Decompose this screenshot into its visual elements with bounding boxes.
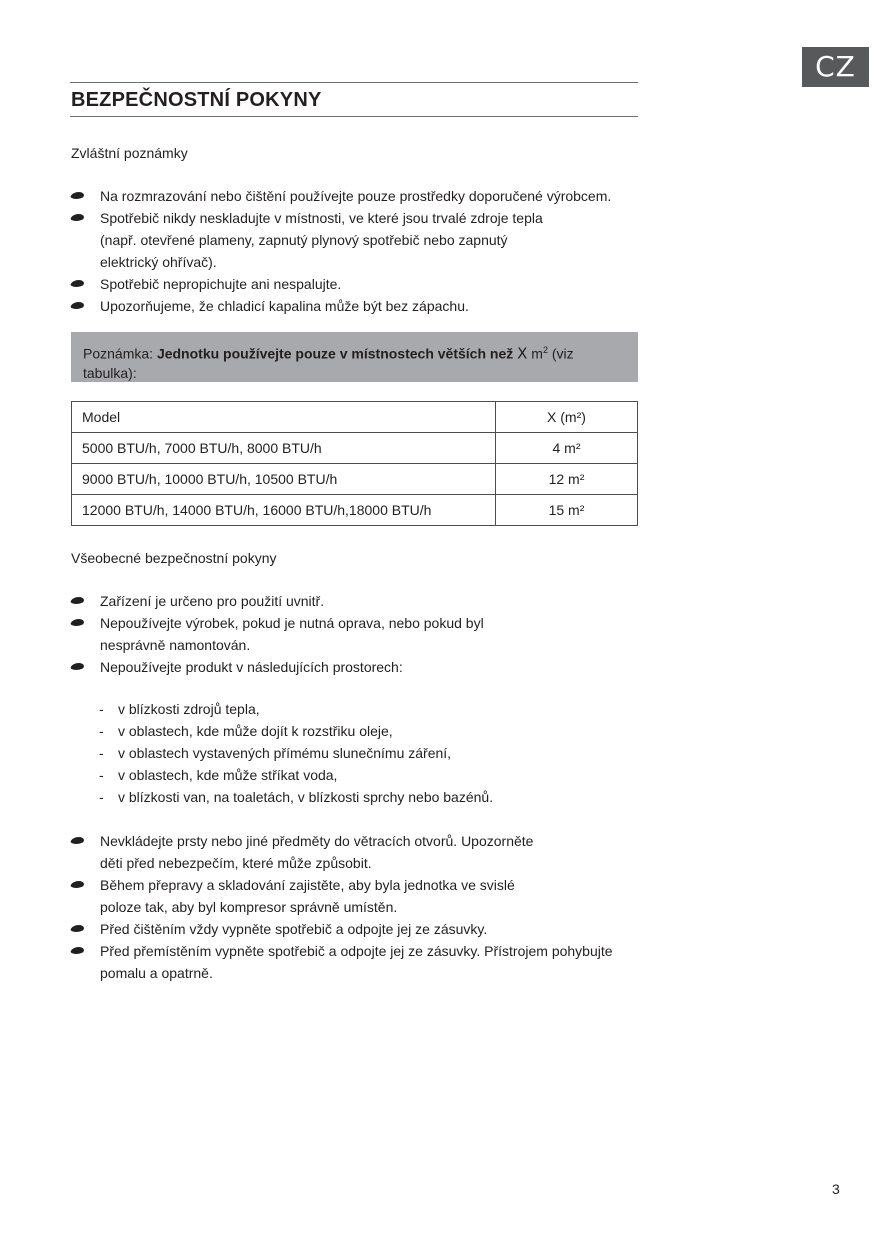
special-notes-heading: Zvláštní poznámky	[71, 145, 188, 161]
bullet-icon	[70, 280, 86, 287]
general-list-b	[71, 830, 691, 984]
note-tail: (viz tabulka):	[83, 345, 574, 381]
note-superscript: 2	[542, 345, 548, 355]
list-item: - v blízkosti van, na toaletách, v blízkosti sprchy nebo bazénů.	[99, 786, 493, 808]
list-item: Nevkládejte prsty nebo jiné předměty do větracích otvorů. Upozorněte děti před nebezpečím, které může způsobit.	[71, 830, 540, 874]
table-header-row	[72, 402, 638, 433]
list-item: Nepoužívejte výrobek, pokud je nutná oprava, nebo pokud byl nesprávně namontován.	[71, 612, 540, 656]
list-item: - v oblastech, kde může dojít k rozstřiku oleje,	[99, 720, 493, 742]
general-safety-heading: Všeobecné bezpečnostní pokyny	[71, 550, 277, 566]
dash-icon: -	[99, 767, 104, 783]
list-item: Upozorňujeme, že chladicí kapalina může být bez zápachu.	[71, 295, 691, 317]
note-unit: m	[527, 345, 543, 362]
bullet-icon	[70, 214, 86, 221]
table-row	[72, 495, 638, 526]
bullet-icon	[70, 302, 86, 309]
list-item: - v oblastech, kde může stříkat voda,	[99, 764, 493, 786]
bullet-icon	[70, 663, 86, 670]
room-size-table	[71, 401, 638, 526]
dash-icon: -	[99, 789, 104, 805]
language-tab: CZ	[802, 47, 869, 87]
dash-icon: -	[99, 745, 104, 761]
list-item: - v blízkosti zdrojů tepla,	[99, 698, 493, 720]
bullet-icon	[70, 597, 86, 604]
list-item: Spotřebič nikdy neskladujte v místnosti, ve které jsou trvalé zdroje tepla (např. otevřené plameny, zapnutý plynový spotřebič nebo zapnutý elektrický ohřívač).	[71, 207, 560, 273]
table-row	[72, 433, 638, 464]
bullet-icon	[70, 881, 86, 888]
bullet-icon	[70, 619, 86, 626]
section-title: BEZPEČNOSTNÍ POKYNY	[71, 89, 322, 111]
list-item: Spotřebič nepropichujte ani nespalujte.	[71, 273, 691, 295]
bullet-icon	[70, 837, 86, 844]
list-item: - v oblastech vystavených přímému slunečnímu záření,	[99, 742, 493, 764]
cell-area: 4 m²	[496, 433, 638, 464]
cell-model: 12000 BTU/h, 14000 BTU/h, 16000 BTU/h,18000 BTU/h	[72, 495, 496, 526]
dash-icon: -	[99, 723, 104, 739]
note-variable: X	[517, 344, 528, 363]
list-item: Na rozmrazování nebo čištění používejte pouze prostředky doporučené výrobcem.	[71, 185, 691, 207]
bullet-icon	[70, 192, 86, 199]
note-label: Poznámka:	[83, 345, 157, 362]
location-list	[99, 698, 493, 808]
bullet-icon	[70, 925, 86, 932]
list-item: Před přemístěním vypněte spotřebič a odpojte jej ze zásuvky. Přístrojem pohybujte pomalu a opatrně.	[71, 940, 630, 984]
list-item: Během přepravy a skladování zajistěte, aby byla jednotka ve svislé poloze tak, aby byl kompresor správně umístěn.	[71, 874, 545, 918]
list-item: Zařízení je určeno pro použití uvnitř.	[71, 590, 691, 612]
cell-model: 5000 BTU/h, 7000 BTU/h, 8000 BTU/h	[72, 433, 496, 464]
special-notes-list	[71, 185, 691, 317]
dash-icon: -	[99, 701, 104, 717]
title-top-rule	[70, 82, 638, 83]
list-item: Nepoužívejte produkt v následujících prostorech:	[71, 656, 691, 678]
note-box	[71, 332, 638, 382]
header-model: Model	[72, 402, 496, 433]
table-row	[72, 464, 638, 495]
general-list-a	[71, 590, 691, 678]
page-number: 3	[832, 1181, 840, 1197]
note-text: Jednotku používejte pouze v místnostech větších než	[156, 345, 518, 362]
cell-area: 15 m²	[496, 495, 638, 526]
cell-model: 9000 BTU/h, 10000 BTU/h, 10500 BTU/h	[72, 464, 496, 495]
title-bottom-rule	[70, 116, 638, 117]
bullet-icon	[70, 947, 86, 954]
header-area: X (m²)	[496, 402, 638, 433]
cell-area: 12 m²	[496, 464, 638, 495]
list-item: Před čištěním vždy vypněte spotřebič a odpojte jej ze zásuvky.	[71, 918, 691, 940]
